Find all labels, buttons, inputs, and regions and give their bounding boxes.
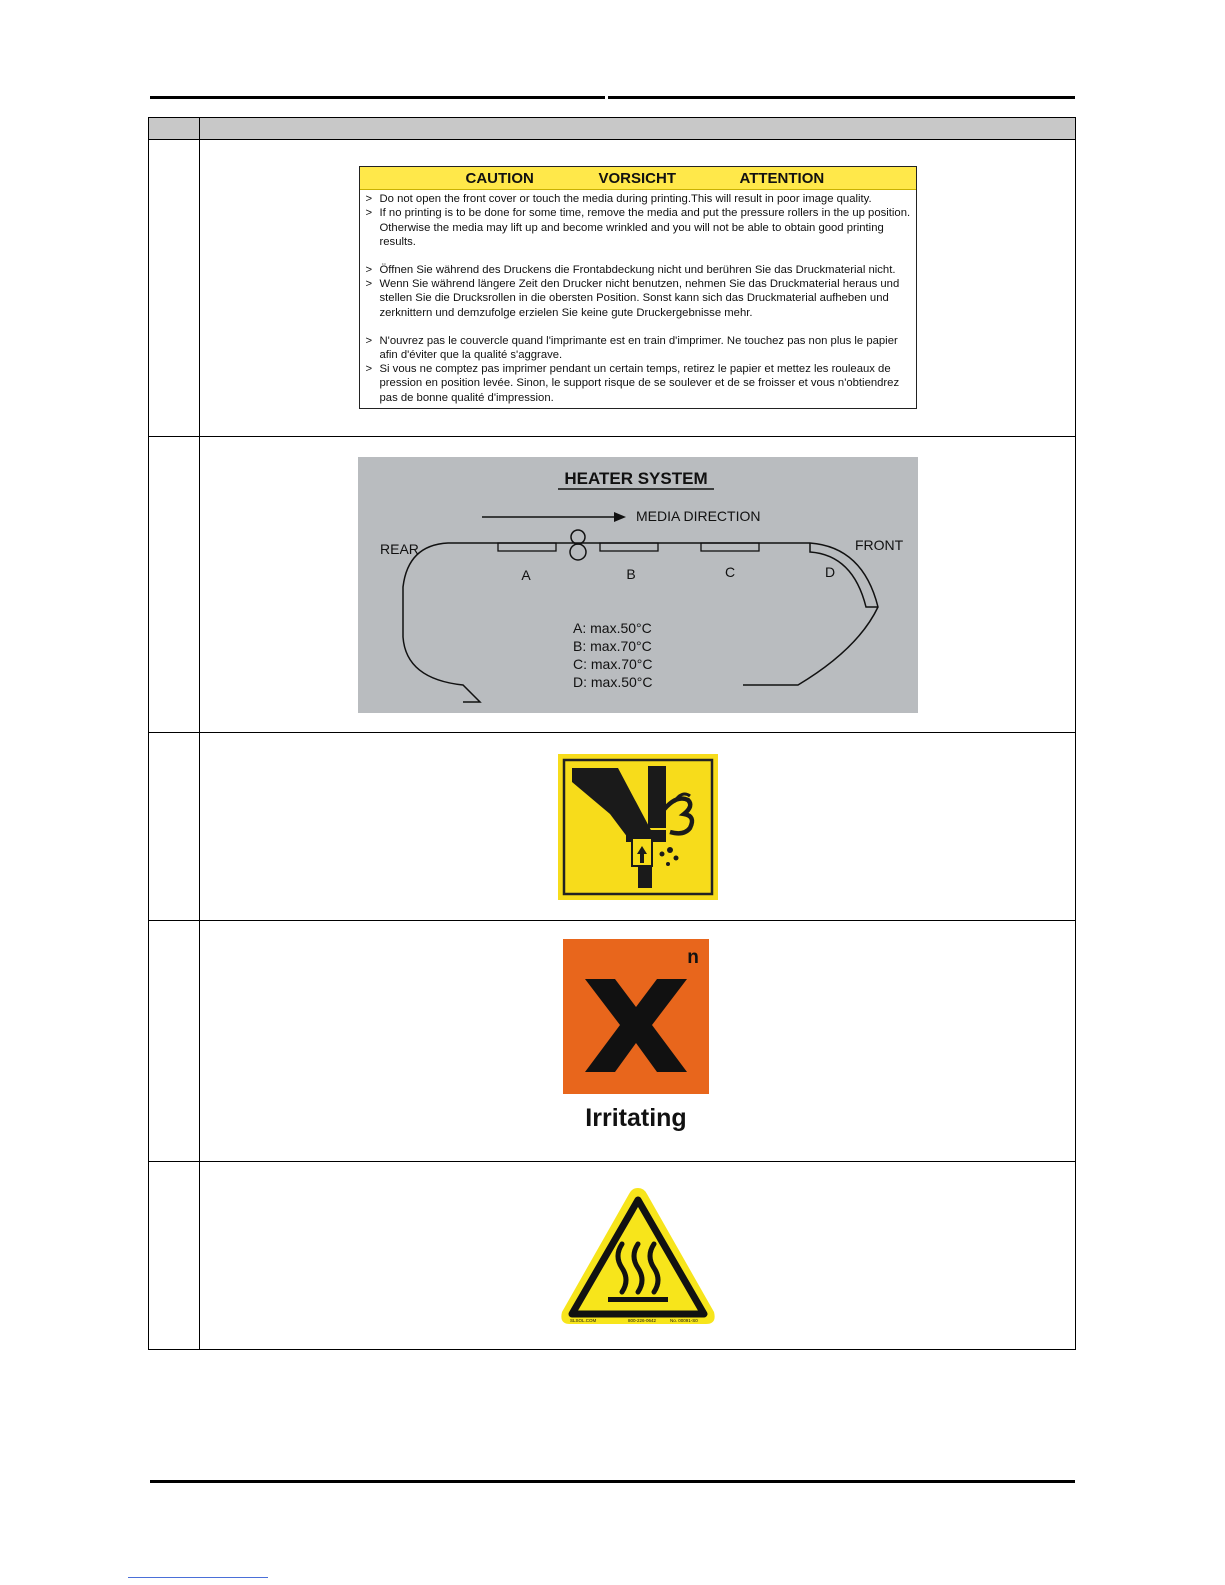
warning-triangle — [561, 1188, 714, 1324]
label-cell — [200, 140, 1076, 437]
heading-attention: ATTENTION — [739, 170, 825, 188]
table-row — [149, 140, 1076, 437]
table-row — [149, 437, 1076, 733]
table-row — [149, 733, 1076, 921]
table-row — [149, 1162, 1076, 1350]
zone-label-a: A — [520, 566, 531, 583]
hot-surface-warning-icon — [558, 1184, 718, 1328]
heading-caution: CAUTION — [465, 170, 534, 188]
warning-labels-table — [148, 117, 1076, 1350]
caution-heading-band — [360, 167, 916, 190]
irritant-caption: Irritating — [584, 1104, 687, 1132]
caution-text-de-2: > Wenn Sie während längere Zeit den Drucker nicht benutzen, nehmen Sie das Druckmaterial heraus und stellen Sie die Drucksrollen in die obersten Position. Sonst kann sich das Druckmaterial aufheben und zerknittern und demzufolge erzielen Sie keine gute Druckergebnisse mehr. — [366, 277, 912, 320]
front-label: FRONT — [854, 536, 903, 553]
label-cell — [200, 921, 1076, 1162]
table-header-row — [149, 118, 1076, 140]
caution-text-en-2: > If no printing is to be done for some time, remove the media and put the pressure rollers in the up position. Otherwise the media may lift up and become wrinkled and you will not be able to obtain good printing results. — [366, 206, 912, 249]
label-cell — [200, 437, 1076, 733]
media-direction-label: MEDIA DIRECTION — [635, 507, 760, 524]
irritant-hazard-symbol — [563, 939, 713, 1143]
row-number-cell — [149, 140, 200, 437]
caution-text-fr-1: > N'ouvrez pas le couvercle quand l'imprimante est en train d'imprimer. Ne touchez pas non plus le papier afin d'éviter que la qualité s'aggrave. — [366, 334, 912, 362]
caution-text-en-1: > Do not open the front cover or touch the media during printing.This will result in poor image quality. — [366, 192, 912, 206]
heater-title: HEATER SYSTEM — [563, 468, 708, 488]
row-number-cell — [149, 1162, 200, 1350]
header-rule-left — [150, 96, 605, 99]
header-cell-number — [149, 118, 200, 140]
temp-limit-b: B: max.70°C — [572, 637, 652, 654]
header-cell-label — [200, 118, 1076, 140]
heading-vorsicht: VORSICHT — [598, 170, 677, 188]
temp-limit-a: A: max.50°C — [572, 619, 652, 636]
hand-crush-warning-icon — [558, 754, 718, 900]
footer-link-underline[interactable] — [128, 1577, 268, 1578]
rear-label: REAR — [379, 540, 419, 557]
temp-limit-d: D: max.50°C — [572, 673, 653, 690]
label-cell — [200, 1162, 1076, 1350]
irritant-letter: n — [686, 947, 699, 968]
header-rule-right — [608, 96, 1075, 99]
row-number-cell — [149, 733, 200, 921]
caution-label — [359, 166, 917, 409]
temp-limit-c: C: max.70°C — [572, 655, 653, 672]
caution-text-fr-2: > Si vous ne comptez pas imprimer pendant un certain temps, retirez le papier et mettez les rouleaux de pression en position levée. Sinon, le support risque de se soulever et de se froisser et vous n'obtiendrez pas de bonne qualité d'impression. — [366, 362, 912, 405]
table-row — [149, 921, 1076, 1162]
caution-text-de-1: > Öffnen Sie während des Druckens die Frontabdeckung nicht und berühren Sie das Druckmaterial nicht. — [366, 263, 912, 277]
row-number-cell — [149, 921, 200, 1162]
label-cell — [200, 733, 1076, 921]
zone-label-d: D — [824, 563, 835, 580]
heater-system-diagram — [358, 457, 918, 713]
footer-rule — [150, 1480, 1075, 1483]
caution-body — [360, 190, 916, 408]
zone-label-b: B — [625, 565, 636, 582]
hot-label-fine-print-3: No. 00091-S0 — [669, 1317, 698, 1323]
zone-label-c: C — [724, 563, 735, 580]
hot-label-fine-print-2: 800-226-0642 — [627, 1317, 656, 1323]
row-number-cell — [149, 437, 200, 733]
hot-label-fine-print-1: SLSOL.COM — [569, 1317, 596, 1323]
